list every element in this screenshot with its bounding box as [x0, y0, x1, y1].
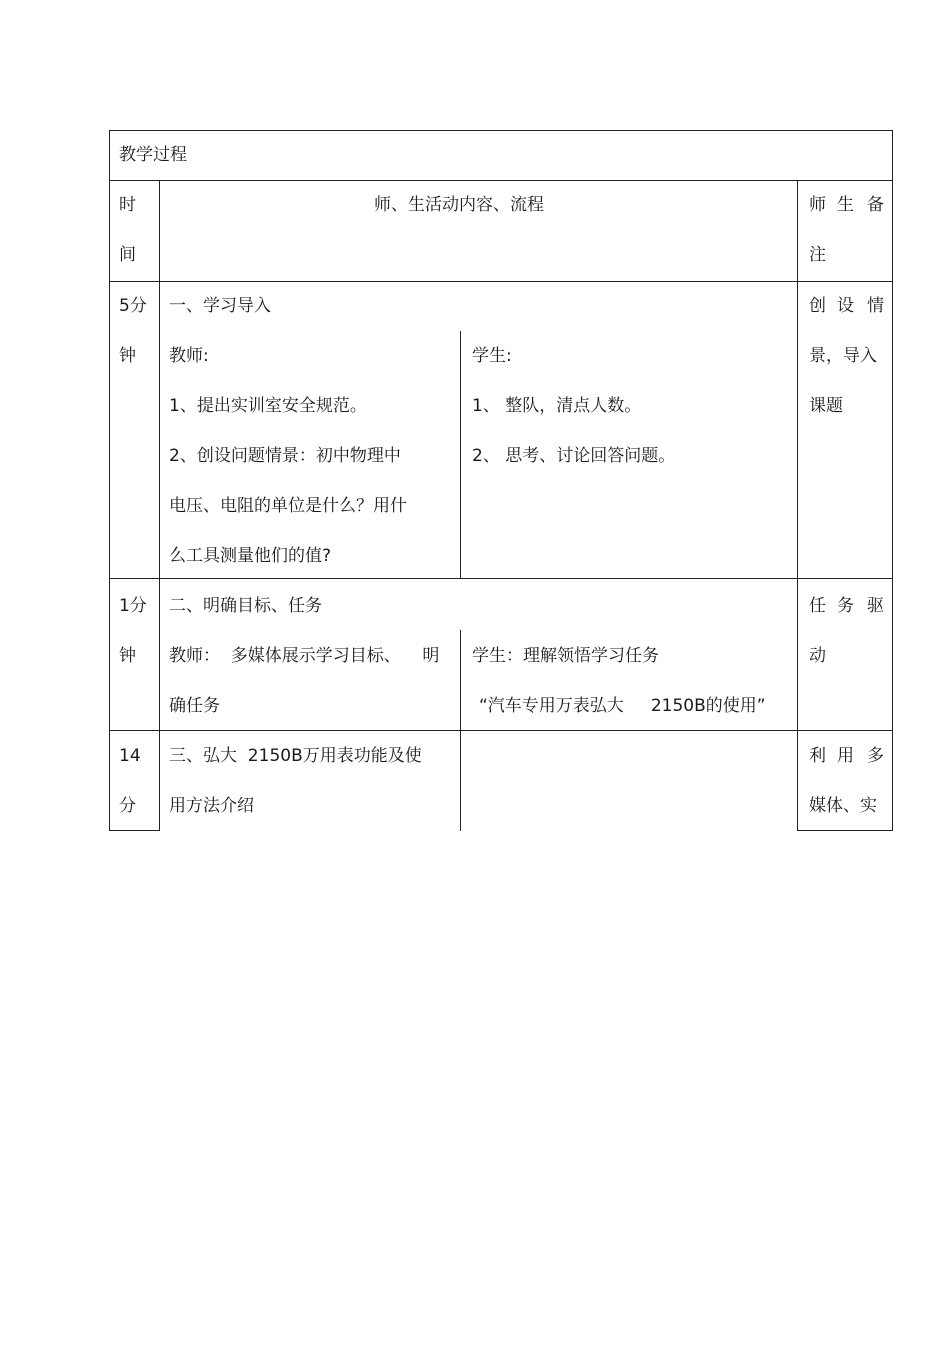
row1-teacher-4: 电压、电阻的单位是什么？用什	[169, 496, 407, 516]
row2-teacher-2: 确任务	[169, 696, 220, 716]
lesson-process-table: 教学过程 时 间 师、生活动内容、流程 师 生 备 注 5分 钟 一、学习导入 教师: 1、提出实训室安全规范。 2、创设问题情景：初中物理中 电压、电阻的单位是什么？用什 么工具测量他们的值? 学生: 1、 整队，清点人数。 2、 思考、讨论回答问题。 创 设 情 景，导入 课题 1分 钟 二、明确目标、任务 教师： 多媒体展示学习目标、 明 确任务 学生：理解领悟学习任务 “汽车专用万表弘大 2150B的使用” 任 务 驱 动 14 分 三、弘大 2150B万用表功能及使 用方法介绍 利 用 多 媒体、实	[109, 130, 893, 832]
row1-time-2: 钟	[119, 346, 136, 366]
row3-remarks-2: 媒体、实	[809, 796, 877, 816]
row3-content-1: 三、弘大 2150B万用表功能及使	[169, 746, 422, 766]
table-border-right	[892, 130, 893, 831]
row1-student-3: 2、 思考、讨论回答问题。	[472, 446, 676, 466]
row2-remarks-2: 动	[809, 646, 826, 666]
row-divider-1	[109, 578, 893, 579]
row1-remarks-2: 景，导入	[809, 346, 877, 366]
header-content: 师、生活动内容、流程	[374, 195, 544, 215]
row2-student-1: 学生：理解领悟学习任务	[472, 646, 659, 666]
row1-teacher-1: 教师:	[169, 346, 209, 366]
table-border-top	[109, 130, 893, 131]
row1-teacher-3: 2、创设问题情景：初中物理中	[169, 446, 401, 466]
row2-time-2: 钟	[119, 646, 136, 666]
header-remarks-2: 注	[809, 245, 826, 265]
col-divider-teacher-student-3	[460, 730, 461, 831]
row-divider-2	[109, 730, 893, 731]
row1-student-2: 1、 整队，清点人数。	[472, 396, 642, 416]
table-border-left	[109, 130, 110, 831]
row1-time-1: 5分	[119, 296, 147, 316]
row3-content-2: 用方法介绍	[169, 796, 254, 816]
row1-heading: 一、学习导入	[169, 296, 271, 316]
row2-time-1: 1分	[119, 596, 147, 616]
col-divider-time	[159, 180, 160, 831]
row-divider-title	[109, 180, 893, 181]
row2-teacher-1: 教师： 多媒体展示学习目标、 明	[169, 646, 440, 666]
row1-student-1: 学生:	[472, 346, 512, 366]
row2-student-2: “汽车专用万表弘大 2150B的使用”	[479, 696, 766, 716]
header-time-2: 间	[119, 245, 136, 265]
col-divider-remarks	[797, 180, 798, 831]
table-border-bottom	[109, 830, 159, 831]
table-border-bottom-right	[797, 830, 893, 831]
col-divider-teacher-student-1	[460, 331, 461, 578]
row1-teacher-5: 么工具测量他们的值?	[169, 546, 332, 566]
row3-time-1: 14	[119, 746, 141, 766]
row1-teacher-2: 1、提出实训室安全规范。	[169, 396, 367, 416]
row3-time-2: 分	[119, 796, 136, 816]
row-divider-header	[109, 281, 893, 282]
col-divider-teacher-student-2	[460, 630, 461, 730]
row2-heading: 二、明确目标、任务	[169, 596, 322, 616]
row1-remarks-3: 课题	[809, 396, 843, 416]
section-title: 教学过程	[119, 145, 187, 165]
header-time-1: 时	[119, 195, 136, 215]
